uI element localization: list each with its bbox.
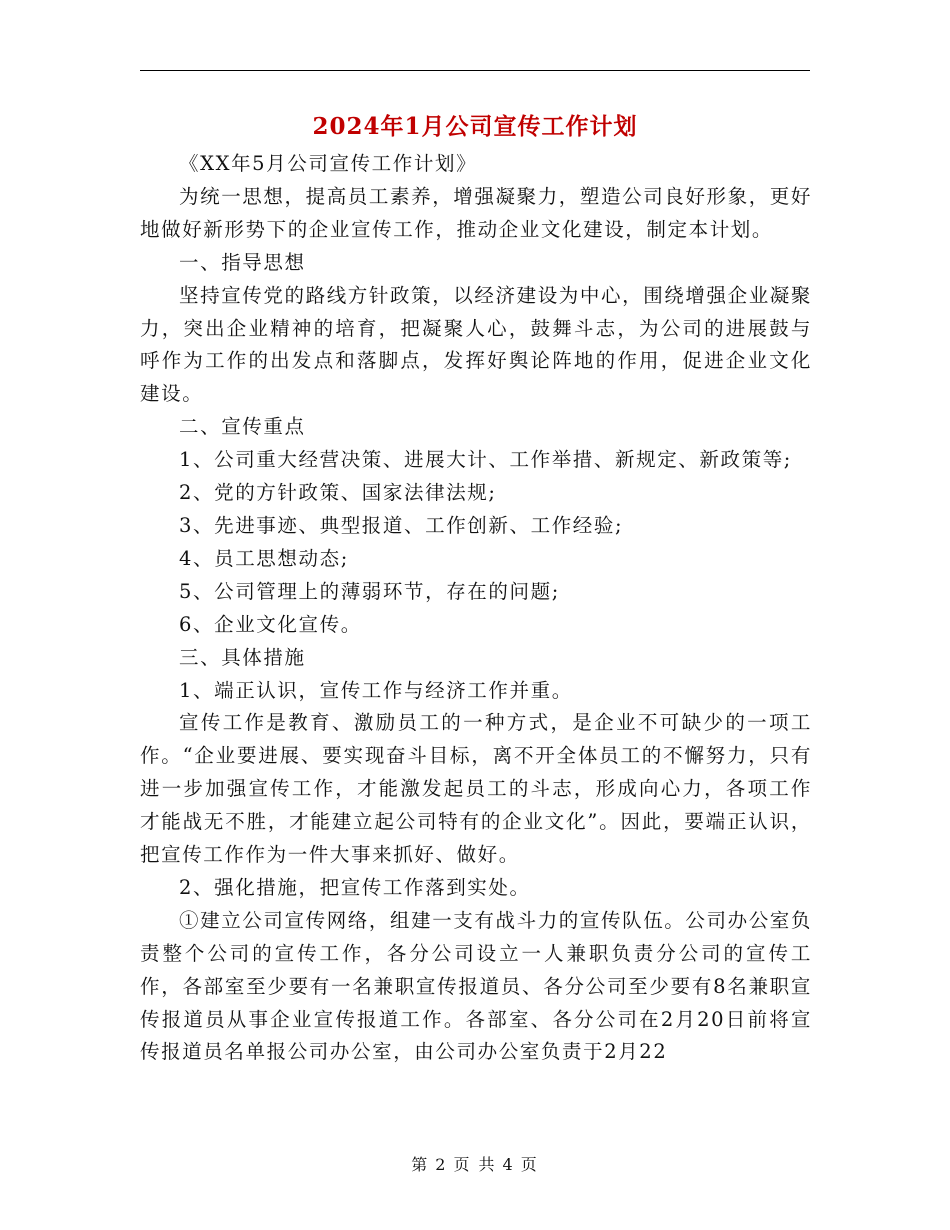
list-item: 6、企业文化宣传。 (179, 612, 362, 636)
list-item: 3、先进事迹、典型报道、工作创新、工作经验; (179, 513, 624, 537)
page-current: 2 (435, 1155, 448, 1174)
paragraph: 为统一思想，提高员工素养，增强凝聚力，塑造公司良好形象，更好地做好新形势下的企业宣传工作，推动企业文化建设，制定本计划。 (140, 184, 813, 241)
page-label-middle: 页 共 (453, 1155, 497, 1174)
paragraph: 1、端正认识，宣传工作与经济工作并重。 (179, 678, 573, 702)
paragraph: 2、强化措施，把宣传工作落到实处。 (179, 875, 531, 899)
list-item: 2、党的方针政策、国家法律法规; (179, 481, 497, 505)
section-heading: 一、指导思想 (179, 250, 306, 274)
paragraph: 坚持宣传党的路线方针政策，以经济建设为中心，围绕增强企业凝聚力，突出企业精神的培育，把凝聚人心，鼓舞斗志，为公司的进展鼓与呼作为工作的出发点和落脚点，发挥好舆论阵地的作用，促进企业文化建设。 (140, 283, 813, 406)
page-label-prefix: 第 (411, 1155, 430, 1174)
list-item: 5、公司管理上的薄弱环节，存在的问题; (179, 579, 560, 603)
paragraph: 宣传工作是教育、激励员工的一种方式，是企业不可缺少的一项工作。“企业要进展、要实现奋斗目标，离不开全体员工的不懈努力，只有进一步加强宣传工作，才能激发起员工的斗志，形成向心力，各项工作才能战无不胜，才能建立起公司特有的企业文化”。因此，要端正认识，把宣传工作作为一件大事来抓好、做好。 (140, 711, 812, 867)
page-label-suffix: 页 (520, 1155, 539, 1174)
page-total: 4 (502, 1155, 515, 1174)
page-footer (0, 1152, 950, 1175)
list-item: 4、员工思想动态; (179, 546, 349, 570)
header-rule (140, 70, 810, 71)
document-body (140, 148, 812, 1069)
section-heading: 三、具体措施 (179, 645, 306, 669)
paragraph: 《XX年5月公司宣传工作计划》 (179, 152, 478, 175)
list-item: 1、公司重大经营决策、进展大计、工作举措、新规定、新政策等; (179, 448, 792, 472)
section-heading: 二、宣传重点 (179, 415, 306, 439)
paragraph: ①建立公司宣传网络，组建一支有战斗力的宣传队伍。公司办公室负责整个公司的宣传工作，各分公司设立一人兼职负责分公司的宣传工作，各部室至少要有一名兼职宣传报道员、各分公司至少要有8名兼职宣传报道员从事企业宣传报道工作。各部室、各分公司在2月20日前将宣传报道员名单报公司办公室，由公司办公室负责于2月22 (140, 908, 813, 1064)
document-title: 2024年1月公司宣传工作计划 (312, 113, 638, 140)
